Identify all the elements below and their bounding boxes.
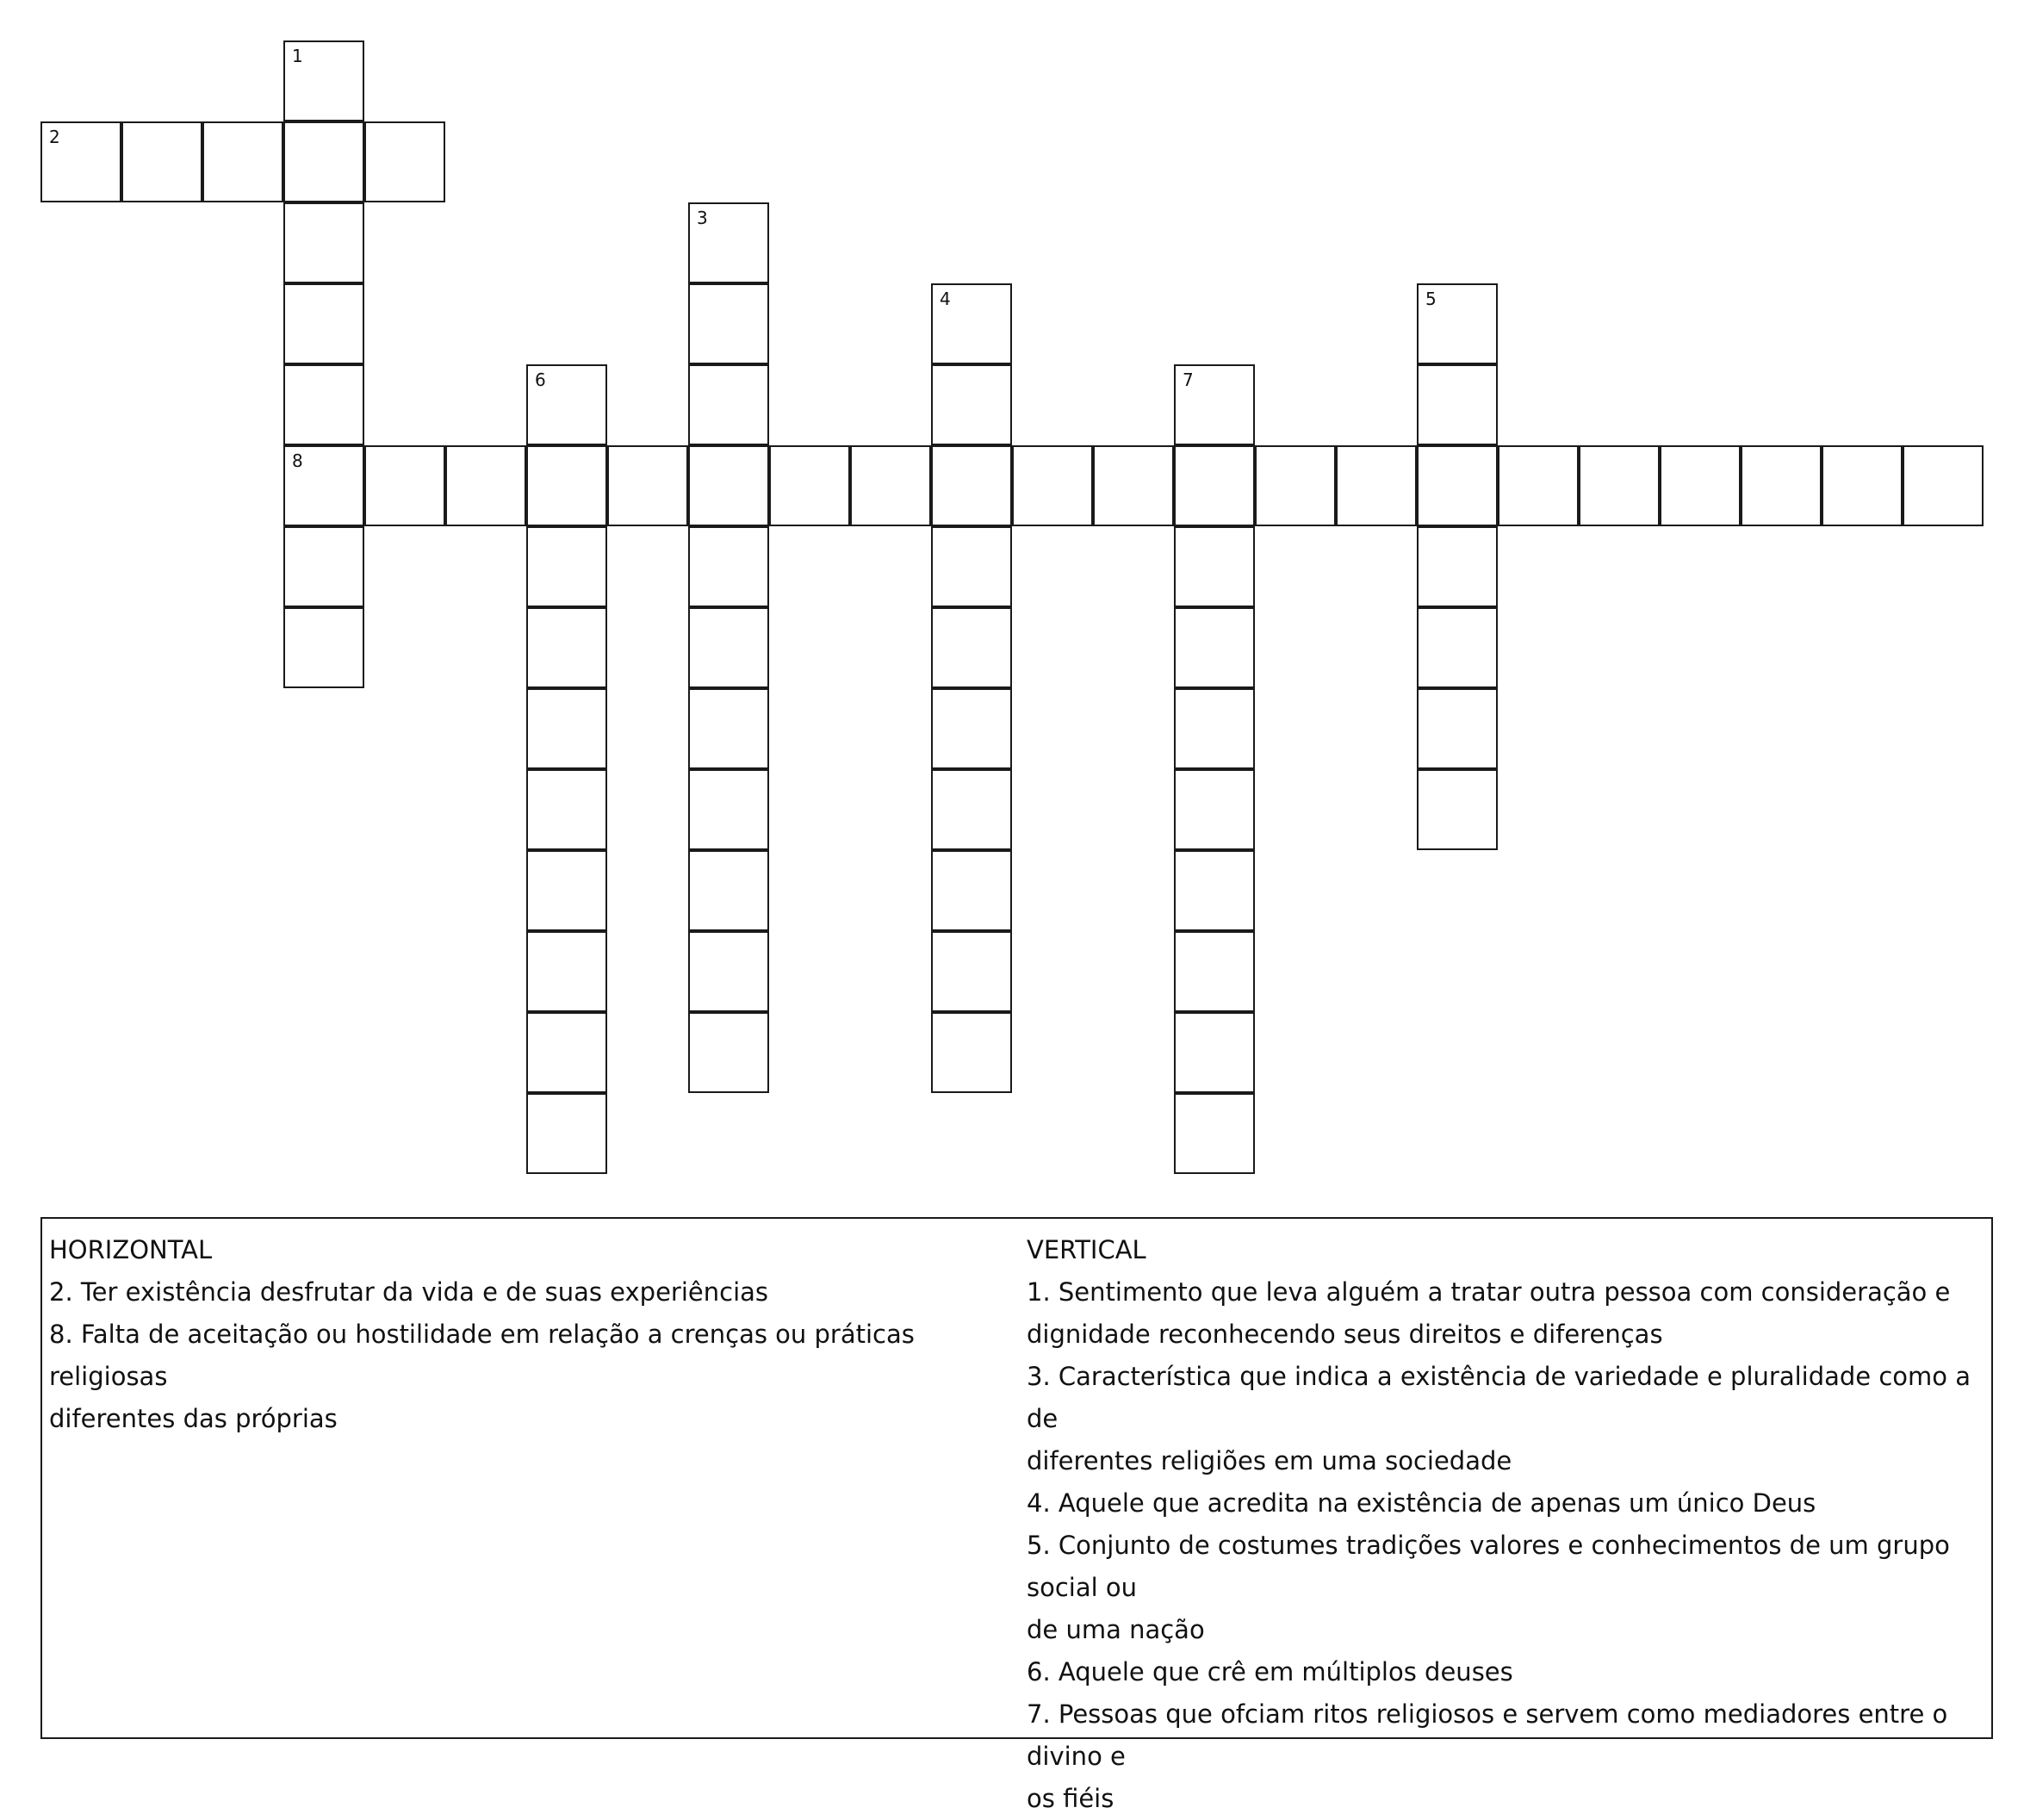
- crossword-cell[interactable]: [1498, 445, 1579, 526]
- crossword-cell[interactable]: [688, 445, 769, 526]
- vertical-clue-line: diferentes religiões em uma sociedade: [1027, 1446, 1512, 1475]
- crossword-cell[interactable]: [688, 769, 769, 850]
- crossword-cell[interactable]: [526, 769, 607, 850]
- crossword-cell[interactable]: [931, 445, 1012, 526]
- crossword-cell[interactable]: [1012, 445, 1093, 526]
- crossword-cell[interactable]: [1174, 1012, 1255, 1093]
- crossword-cell[interactable]: [688, 850, 769, 931]
- crossword-cell[interactable]: [1174, 688, 1255, 769]
- crossword-cell[interactable]: [931, 769, 1012, 850]
- crossword-cell[interactable]: [1417, 445, 1498, 526]
- crossword-cell[interactable]: [1417, 769, 1498, 850]
- crossword-cell[interactable]: [1336, 445, 1417, 526]
- crossword-cell[interactable]: [283, 202, 364, 283]
- crossword-cell[interactable]: [1174, 607, 1255, 688]
- clue-number: 5: [1425, 289, 1437, 309]
- crossword-cell[interactable]: [526, 931, 607, 1012]
- crossword-cell[interactable]: [607, 445, 688, 526]
- crossword-cell[interactable]: [931, 364, 1012, 445]
- crossword-cell[interactable]: [283, 283, 364, 364]
- vertical-clue-line: 1. Sentimento que leva alguém a tratar outra pessoa com consideração e: [1027, 1277, 1951, 1307]
- crossword-cell[interactable]: [1174, 850, 1255, 931]
- crossword-cell[interactable]: [364, 121, 445, 202]
- crossword-cell[interactable]: [1417, 283, 1498, 364]
- horizontal-clues: [49, 1229, 1005, 1440]
- vertical-clue-line: de uma nação: [1027, 1615, 1205, 1644]
- crossword-cell[interactable]: [283, 121, 364, 202]
- crossword-cell[interactable]: [1579, 445, 1660, 526]
- crossword-cell[interactable]: [283, 607, 364, 688]
- crossword-cell[interactable]: [1417, 526, 1498, 607]
- clue-number: 2: [49, 127, 60, 147]
- crossword-cell[interactable]: [688, 688, 769, 769]
- crossword-cell[interactable]: [526, 1093, 607, 1174]
- horizontal-clue-line: 2. Ter existência desfrutar da vida e de suas experiências: [49, 1277, 769, 1307]
- crossword-cell[interactable]: [40, 121, 121, 202]
- clues-box: [40, 1217, 1993, 1813]
- crossword-cell[interactable]: [283, 40, 364, 121]
- vertical-clue-line: 4. Aquele que acredita na existência de apenas um único Deus: [1027, 1488, 1816, 1518]
- crossword-cell[interactable]: [364, 445, 445, 526]
- clue-number: 4: [940, 289, 951, 309]
- horizontal-clue-line: 8. Falta de aceitação ou hostilidade em relação a crenças ou práticas religiosas: [49, 1320, 915, 1391]
- crossword-cell[interactable]: [1093, 445, 1174, 526]
- crossword-cell[interactable]: [769, 445, 850, 526]
- crossword-cell[interactable]: [526, 1012, 607, 1093]
- horizontal-clue-line: diferentes das próprias: [49, 1404, 338, 1433]
- vertical-clue-line: dignidade reconhecendo seus direitos e diferenças: [1027, 1320, 1663, 1349]
- vertical-clue-line: 3. Característica que indica a existência de variedade e pluralidade como a de: [1027, 1362, 1971, 1433]
- crossword-cell[interactable]: [688, 607, 769, 688]
- crossword-cell[interactable]: [850, 445, 931, 526]
- clue-number: 1: [292, 46, 303, 66]
- crossword-cell[interactable]: [931, 526, 1012, 607]
- crossword-cell[interactable]: [1903, 445, 1984, 526]
- crossword-cell[interactable]: [202, 121, 283, 202]
- crossword-cell[interactable]: [931, 283, 1012, 364]
- horizontal-heading: HORIZONTAL: [49, 1235, 213, 1264]
- crossword-cell[interactable]: [1174, 769, 1255, 850]
- crossword-cell[interactable]: [526, 607, 607, 688]
- crossword-cell[interactable]: [445, 445, 526, 526]
- vertical-clues: [1027, 1229, 1987, 1820]
- crossword-cell[interactable]: [931, 931, 1012, 1012]
- crossword-cell[interactable]: [1174, 364, 1255, 445]
- crossword-cell[interactable]: [283, 364, 364, 445]
- vertical-clue-line: os fiéis: [1027, 1784, 1114, 1813]
- crossword-cell[interactable]: [283, 526, 364, 607]
- crossword-cell[interactable]: [688, 202, 769, 283]
- crossword-cell[interactable]: [1417, 364, 1498, 445]
- crossword-cell[interactable]: [526, 526, 607, 607]
- clue-number: 8: [292, 450, 303, 471]
- clue-number: 7: [1183, 370, 1194, 390]
- clue-number: 6: [535, 370, 546, 390]
- crossword-cell[interactable]: [1174, 931, 1255, 1012]
- crossword-cell[interactable]: [1174, 1093, 1255, 1174]
- crossword-cell[interactable]: [526, 688, 607, 769]
- crossword-cell[interactable]: [1822, 445, 1903, 526]
- crossword-cell[interactable]: [1174, 526, 1255, 607]
- crossword-cell[interactable]: [688, 283, 769, 364]
- crossword-cell[interactable]: [688, 526, 769, 607]
- crossword-cell[interactable]: [1174, 445, 1255, 526]
- crossword-cell[interactable]: [1417, 688, 1498, 769]
- crossword-cell[interactable]: [526, 364, 607, 445]
- crossword-cell[interactable]: [688, 364, 769, 445]
- crossword-cell[interactable]: [1660, 445, 1741, 526]
- crossword-cell[interactable]: [526, 850, 607, 931]
- vertical-heading: VERTICAL: [1027, 1235, 1146, 1264]
- crossword-cell[interactable]: [1255, 445, 1336, 526]
- crossword-cell[interactable]: [931, 1012, 1012, 1093]
- crossword-cell[interactable]: [283, 445, 364, 526]
- crossword-cell[interactable]: [1741, 445, 1822, 526]
- vertical-clue-line: 5. Conjunto de costumes tradições valores e conhecimentos de um grupo social ou: [1027, 1531, 1950, 1602]
- crossword-cell[interactable]: [688, 1012, 769, 1093]
- crossword-cell[interactable]: [1417, 607, 1498, 688]
- vertical-clue-line: 6. Aquele que crê em múltiplos deuses: [1027, 1657, 1513, 1686]
- crossword-cell[interactable]: [121, 121, 202, 202]
- vertical-clue-line: 7. Pessoas que ofciam ritos religiosos e servem como mediadores entre o divino e: [1027, 1699, 1948, 1771]
- crossword-cell[interactable]: [526, 445, 607, 526]
- clue-number: 3: [697, 208, 708, 228]
- crossword-cell[interactable]: [931, 850, 1012, 931]
- crossword-cell[interactable]: [688, 931, 769, 1012]
- crossword-cell[interactable]: [931, 688, 1012, 769]
- crossword-cell[interactable]: [931, 607, 1012, 688]
